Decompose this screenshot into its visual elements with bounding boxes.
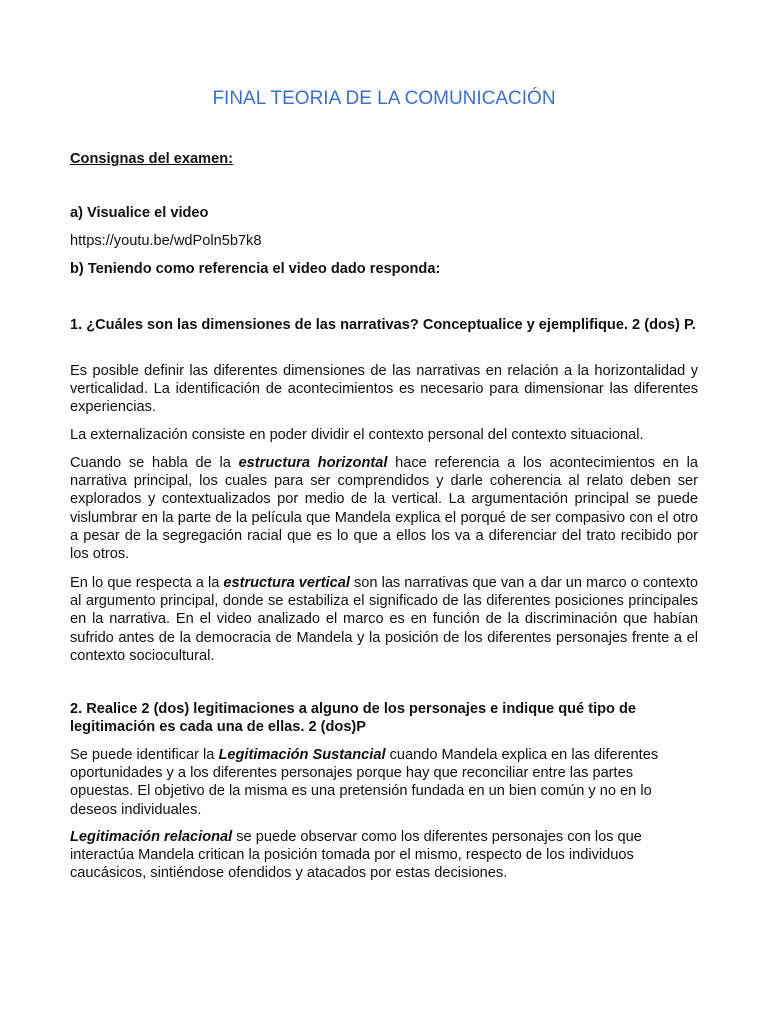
paragraph-text: se puede observar como los diferentes personajes con los que interactúa Mandela critican la posición tomada por el mismo, respecto de los individuos caucásicos, sintiéndose ofendidos y atacados por estas decisiones. <box>70 829 642 882</box>
term-estructura-horizontal: estructura horizontal <box>238 455 388 471</box>
instructions-heading: Consignas del examen: <box>70 151 234 167</box>
paragraph-text: cuando Mandela explica en las diferentes oportunidades y a los diferentes personajes porque hay que reconciliar entre las partes opuestas. El objetivo de la misma es una pretensión fundada en un bien común y no en lo deseos individuales. <box>70 747 659 818</box>
item-a: a) Visualice el video <box>70 205 209 221</box>
term-estructura-vertical: estructura vertical <box>223 575 350 591</box>
question-1-paragraph-1: Es posible definir las diferentes dimensiones de las narrativas en relación a la horizontalidad y verticalidad. La identificación de acontecimientos es necesario para dimensionar las diferentes experiencias. <box>70 363 698 416</box>
question-1-paragraph-3 <box>70 454 698 563</box>
video-link[interactable]: https://youtu.be/wdPoln5b7k8 <box>70 233 262 249</box>
paragraph-text: Cuando se habla de la <box>70 455 239 471</box>
question-2-paragraph-2 <box>70 828 698 883</box>
term-legitimacion-relacional: Legitimación relacional <box>70 829 233 845</box>
paragraph-text: son las narrativas que van a dar un marco o contexto al argumento principal, donde se estabiliza el significado de las diferentes posiciones principales en la narrativa. En el video analizado el marco es en función de la discriminación que habían sufrido antes de la democracia de Mandela y la posición de los diferentes personajes frente a el contexto sociocultural. <box>70 575 698 664</box>
paragraph-text: Se puede identificar la <box>70 747 219 763</box>
paragraph-text: hace referencia a los acontecimientos en la narrativa principal, los cuales para ser comprendidos y darle coherencia al relato deben ser explorados y contextualizados por medio de la vertical. La argumentación principal se puede vislumbrar en la parte de la película que Mandela explica el porqué de ser compasivo con el otro a pesar de la segregación racial que es lo que a ellos los va a diferenciar del trato recibido por los otros. <box>70 455 698 563</box>
paragraph-text: En lo que respecta a la <box>70 575 224 591</box>
question-1-paragraph-4 <box>70 574 698 665</box>
question-1-paragraph-2: La externalización consiste en poder dividir el contexto personal del contexto situacional. <box>70 427 644 443</box>
question-2-heading: 2. Realice 2 (dos) legitimaciones a alguno de los personajes e indique qué tipo de legitimación es cada una de ellas. 2 (dos)P <box>70 701 637 736</box>
question-2-paragraph-1 <box>70 746 698 819</box>
item-b: b) Teniendo como referencia el video dado responda: <box>70 261 441 277</box>
question-1-heading: 1. ¿Cuáles son las dimensiones de las narrativas? Conceptualice y ejemplifique. 2 (dos) P. <box>70 317 696 333</box>
term-legitimacion-sustancial: Legitimación Sustancial <box>218 747 386 763</box>
document-title: FINAL TEORIA DE LA COMUNICACIÓN <box>212 88 556 109</box>
